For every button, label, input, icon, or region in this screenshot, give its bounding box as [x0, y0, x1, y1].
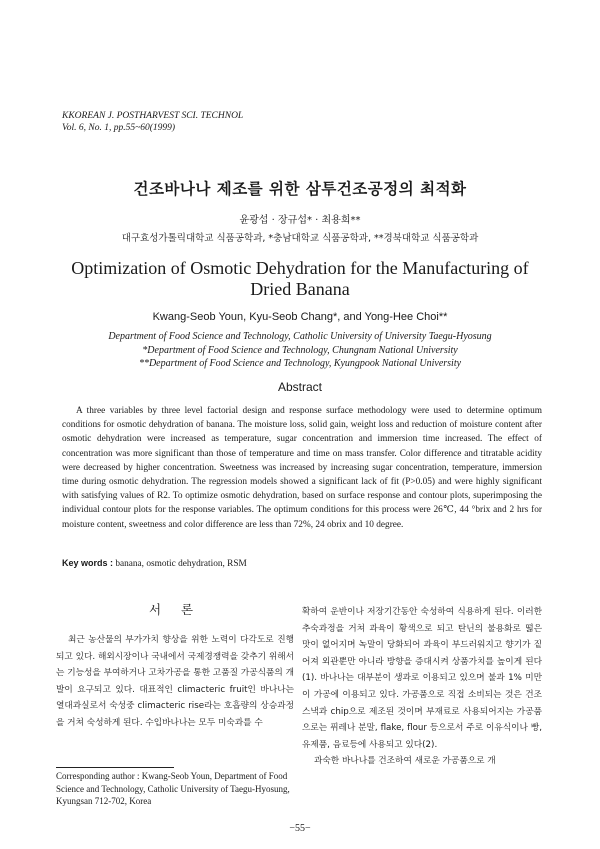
journal-name: KKOREAN J. POSTHARVEST SCI. TECHNOL	[62, 111, 244, 121]
korean-authors: 윤광섭 · 장규섭* · 최용희**	[239, 215, 361, 226]
intro-paragraph-right-2: 과숙한 바나나를 건조하여 새로운 가공품으로 개	[314, 756, 496, 767]
korean-affiliation: 대구효성가톨릭대학교 식품공학과, *충남대학교 식품공학과, **경북대학교 식품공학과	[121, 233, 479, 244]
keywords	[62, 558, 247, 569]
english-title-line1: Optimization of Osmotic Dehydration for the Manufacturing of	[71, 258, 529, 278]
keywords-label: Key words :	[62, 558, 114, 568]
affiliation-2: *Department of Food Science and Technology, Chungnam National University	[142, 344, 458, 356]
corresponding-author-footnote: Corresponding author : Kwang-Seob Youn, Department of Food Science and Technology, Catholic University of Taegu-Hyosung, Kyungsan 712-702, Korea	[56, 771, 290, 806]
section-heading-introduction: 서 론	[148, 602, 202, 617]
abstract-heading: Abstract	[277, 380, 322, 394]
intro-paragraph-left: 최근 농산물의 부가가치 향상을 위한 노력이 다각도로 진행되고 있다. 해외시장이나 국내에서 국제경쟁력을 갖추기 위해서는 기능성을 부여하거나 고차가공을 통한 고품질 가공식품의 개발이 요구되고 있다. 대표적인 climacteric fruit인 바나나는 열대과실로서 숙성중 climacteric rise라는 호흡량의 상승과정을 거쳐 숙성하게 된다. 수입바나나는 모두 미숙과를 수	[56, 635, 294, 728]
affiliation-1: Department of Food Science and Technology, Catholic University of University Taegu-Hyosung	[108, 331, 492, 342]
english-affiliations	[0, 330, 600, 371]
left-column	[56, 600, 294, 732]
keywords-text: banana, osmotic dehydration, RSM	[115, 559, 247, 569]
footnote-rule	[56, 767, 174, 768]
journal-header	[62, 110, 243, 134]
english-title-line2: Dried Banana	[250, 279, 350, 299]
intro-paragraph-right-1: 확하여 운반이나 저장기간동안 숙성하여 식용하게 된다. 이러한 추숙과정을 거쳐 과육이 황색으로 되고 탄닌의 불용화로 떫은 맛이 없어지며 녹말이 당화되어 과육이 부드러워지고 향기가 짙어져 외관뿐만 아니라 방향을 증대시켜 상품가치를 높이게 된다(1). 바나나는 대부분이 생과로 이용되고 있으며 불과 1% 미만이 가공에 이용되고 있다. 가공품으로 직접 소비되는 것은 건조 스낵과 chip으로 제조된 것이며 부재료로 사용되어지는 가공품으로는 퓌레나 분말, flake, flour 등으로서 주로 이유식이나 빵, 유제품, 음료등에 사용되고 있다(2).	[302, 607, 542, 750]
abstract-text: A three variables by three level factorial design and response surface methodology were used to determine optimum conditions for osmotic dehydration of banana. The moisture loss, solid gain, weight loss and reduction of moisture content after osmotic dehydration were increased as temperature, sugar concentration and immersion time increased. The effect of concentration was more significant than those of temperature and time on mass transfer. Color difference and titratable acidity were decreased by higher concentration. Sweetness was increased by increasing sugar concentration, temperature, immersion time during osmotic dehydration. The regression models showed a significant lack of fit (P>0.05) and were highly significant with satisfying values of R2. To optimize osmotic dehydration, based on surface response and contour plots, superimposing the individual contour plots for the response variables. The optimum conditions for this process were 26℃, 44 °brix and 2 hrs for moisture content, sweetness and color difference are less than 72%, 24 obrix and 10 degree.	[62, 406, 542, 530]
english-authors: Kwang-Seob Youn, Kyu-Seob Chang*, and Yong-Hee Choi**	[152, 311, 448, 323]
journal-volume: Vol. 6, No. 1, pp.55~60(1999)	[62, 123, 176, 133]
page-number: −55−	[289, 823, 311, 834]
affiliation-3: **Department of Food Science and Technology, Kyungpook National University	[138, 358, 462, 369]
right-column	[302, 604, 542, 770]
english-title	[0, 258, 600, 300]
korean-title: 건조바나나 제조를 위한 삼투건조공정의 최적화	[133, 180, 467, 198]
